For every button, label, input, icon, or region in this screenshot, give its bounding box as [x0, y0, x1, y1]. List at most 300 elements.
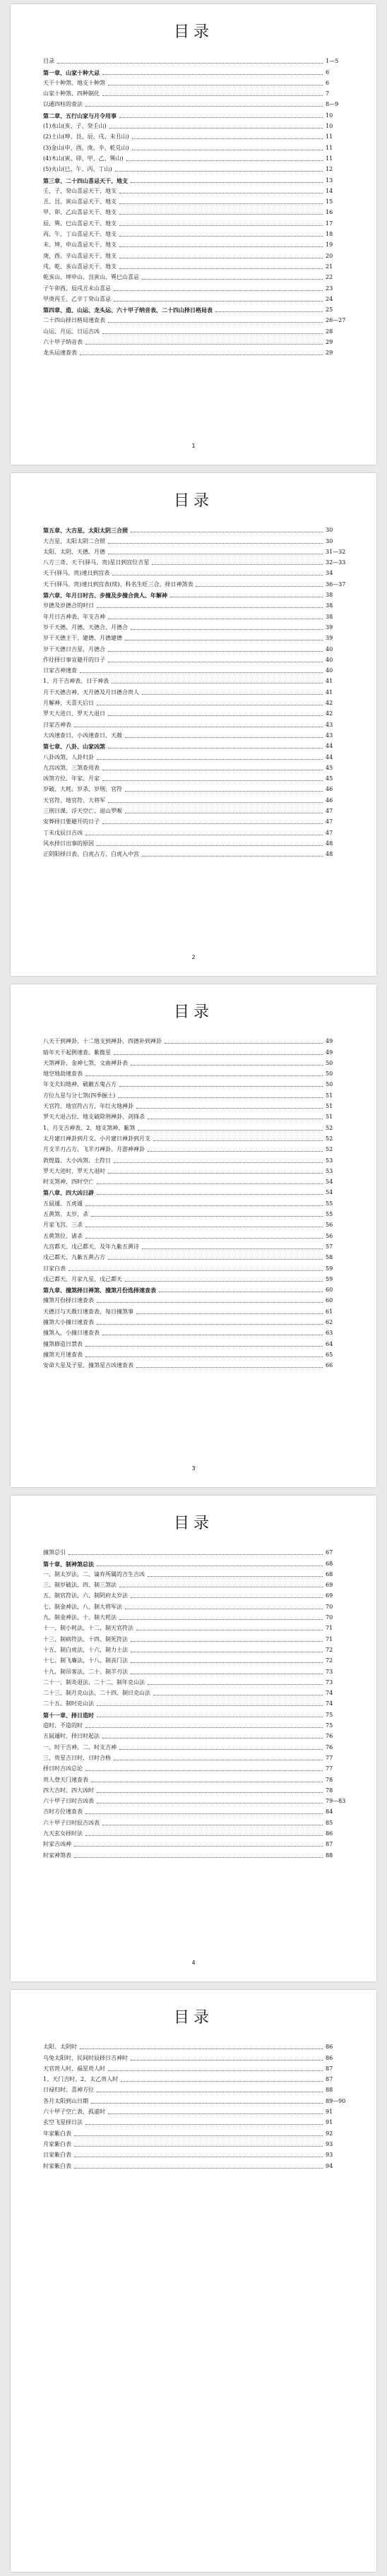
- toc-entry[interactable]: [43, 1762, 350, 1772]
- dot-leader: [125, 737, 323, 738]
- toc-entry[interactable]: [43, 1196, 350, 1207]
- dot-leader: [138, 1130, 323, 1131]
- chapter-heading-entry[interactable]: [43, 739, 350, 750]
- toc-entry[interactable]: [43, 1578, 350, 1589]
- toc-page-number: 11: [326, 155, 333, 162]
- toc-entry[interactable]: [43, 782, 350, 793]
- page-title: 目录: [173, 2009, 213, 2027]
- dot-leader: [142, 694, 323, 695]
- toc-page-number: 8—9: [326, 101, 339, 108]
- toc-entry[interactable]: [43, 1621, 350, 1632]
- toc-entry-title: 安葬择日要避开的日子: [43, 818, 100, 825]
- dot-leader: [142, 1248, 323, 1249]
- toc-entry[interactable]: [43, 825, 350, 836]
- toc-entry[interactable]: [43, 566, 350, 577]
- toc-entry[interactable]: [43, 717, 350, 728]
- toc-entry-title: 年家紫白表: [43, 2130, 71, 2137]
- toc-page-number: 23: [326, 285, 333, 292]
- toc-entry[interactable]: [43, 335, 350, 346]
- page-title: 目录: [173, 1003, 213, 1021]
- toc-page-number: 40: [326, 645, 333, 652]
- dot-leader: [121, 2081, 323, 2082]
- toc-page-number: 84: [326, 1808, 333, 1815]
- toc-entry[interactable]: [43, 1078, 350, 1088]
- toc-page-number: 86: [326, 2054, 333, 2061]
- toc-entry[interactable]: [43, 1121, 350, 1131]
- toc-page-number: 78: [326, 1787, 333, 1794]
- toc-entry[interactable]: [43, 1643, 350, 1654]
- toc-page-number: 43: [326, 732, 333, 739]
- toc-page-number: 39: [326, 624, 333, 631]
- chapter-heading-entry[interactable]: [43, 1707, 350, 1718]
- dot-leader: [114, 1054, 323, 1055]
- toc-page-number: 87: [326, 1841, 333, 1848]
- toc-entry[interactable]: [43, 707, 350, 717]
- toc-page-number: 29: [326, 339, 333, 346]
- toc-entry-title: 天干(驿马、贵)速日到宫表(续)、科名生旺三合、择日神煞表: [43, 580, 194, 588]
- chapter-heading-entry[interactable]: [43, 588, 350, 599]
- dot-leader: [108, 322, 323, 323]
- toc-entry[interactable]: [43, 729, 350, 739]
- dot-leader: [142, 279, 323, 280]
- toc-entry-title: 方位九星与分七煞(四季掘土): [43, 1092, 116, 1099]
- chapter-heading-entry[interactable]: [43, 65, 350, 76]
- toc-page-number: 93: [326, 2152, 333, 2159]
- toc-page-number: 62: [326, 1319, 333, 1326]
- toc-entry[interactable]: [43, 1676, 350, 1686]
- dot-leader: [97, 607, 323, 608]
- toc-entry-title: 撞煞总引: [43, 1549, 66, 1556]
- toc-page-number: 93: [326, 2140, 333, 2147]
- toc-page-number: 54: [326, 1179, 333, 1186]
- toc-entry-title: 戊己都天、月家九星、戊己都天: [43, 1275, 122, 1282]
- toc-page-number: 10: [326, 123, 333, 130]
- toc-page-number: 74: [326, 1690, 333, 1697]
- toc-page-number: 75: [326, 1711, 333, 1718]
- toc-page-number: 53: [326, 1167, 333, 1174]
- toc-entry[interactable]: [43, 1337, 350, 1347]
- toc-entry[interactable]: [43, 1110, 350, 1121]
- toc-entry-title: (1)水山(亥、子、癸壬山): [43, 123, 107, 130]
- toc-entry[interactable]: [43, 545, 350, 556]
- toc-entry[interactable]: [43, 1815, 350, 1826]
- toc-entry[interactable]: [43, 238, 350, 249]
- toc-page-number: 42: [326, 710, 333, 717]
- toc-entry[interactable]: [43, 54, 350, 65]
- dot-leader: [91, 2103, 323, 2104]
- dot-leader: [108, 651, 323, 652]
- toc-entry[interactable]: [43, 1784, 350, 1794]
- toc-entry[interactable]: [43, 609, 350, 620]
- toc-entry[interactable]: [43, 2094, 350, 2104]
- toc-entry[interactable]: [43, 685, 350, 696]
- toc-page-number: 51: [326, 1103, 333, 1110]
- toc-page-number: 18: [326, 231, 333, 238]
- toc-entry-title: 一、时干吉神、二、时支吉神: [43, 1743, 117, 1751]
- toc-entry[interactable]: [43, 1175, 350, 1186]
- dot-leader: [108, 543, 323, 544]
- toc-entry-title: 十五、制白虎法、十六、制力士法: [43, 1646, 128, 1653]
- dot-leader: [119, 1086, 323, 1087]
- chapter-heading-entry[interactable]: [43, 108, 350, 119]
- dot-leader: [85, 106, 323, 107]
- toc-entry[interactable]: [43, 1599, 350, 1610]
- toc-entry-title: 月支羊刃占方、飞羊刃禅卦、月游神禅卦: [43, 1146, 145, 1153]
- toc-entry[interactable]: [43, 1067, 350, 1078]
- toc-page-number: 91: [326, 2109, 333, 2116]
- toc-page-number: 28: [326, 328, 333, 335]
- toc-entry-title: 五黄煞位、诸杀: [43, 1232, 83, 1239]
- toc-page-number: 31—32: [326, 548, 346, 555]
- dot-leader: [119, 214, 323, 215]
- toc-entry[interactable]: [43, 1654, 350, 1664]
- toc-entry[interactable]: [43, 1359, 350, 1369]
- dot-leader: [97, 1302, 323, 1303]
- toc-entry-title: 一、制太岁法、二、谪弃所属的吉生吉凶: [43, 1570, 145, 1578]
- toc-page-number: 14: [326, 187, 333, 194]
- dot-leader: [85, 1727, 323, 1728]
- toc-page-1: [11, 4, 376, 465]
- toc-entry[interactable]: [43, 599, 350, 609]
- dot-leader: [69, 1270, 323, 1271]
- dot-leader: [115, 171, 323, 172]
- toc-entry-title: 天德日与天赦日速查表、每日撞煞事: [43, 1308, 133, 1315]
- toc-entry-title: 第四章、造、山运、龙头运、六十甲子纳音表、二十四山择日格局表: [43, 306, 213, 314]
- toc-entry-title: 大吉星、太阳太阴二合照: [43, 537, 105, 544]
- toc-entry[interactable]: [43, 1153, 350, 1164]
- toc-entry[interactable]: [43, 1218, 350, 1229]
- toc-entry-title: 三、贵星吉日时、日时合格: [43, 1754, 111, 1761]
- toc-page-number: 25: [326, 306, 333, 314]
- toc-entry[interactable]: [43, 1729, 350, 1740]
- toc-entry[interactable]: [43, 227, 350, 238]
- toc-page-number: 69: [326, 1582, 333, 1589]
- toc-entry[interactable]: [43, 674, 350, 685]
- toc-entry[interactable]: [43, 1251, 350, 1261]
- dot-leader: [97, 1792, 323, 1793]
- dot-leader: [85, 1835, 323, 1836]
- toc-entry[interactable]: [43, 292, 350, 303]
- toc-page-number: 40: [326, 656, 333, 663]
- toc-entry-title: 第九章、撞煞择日禅煞、撞煞月份选择速查表: [43, 1287, 156, 1294]
- toc-entry[interactable]: [43, 1229, 350, 1239]
- toc-entry[interactable]: [43, 184, 350, 195]
- toc-entry[interactable]: [43, 1045, 350, 1056]
- toc-entry[interactable]: [43, 76, 350, 87]
- toc-page-number: 51: [326, 1092, 333, 1099]
- toc-entry[interactable]: [43, 1751, 350, 1762]
- toc-page-number: 55: [326, 1200, 333, 1207]
- toc-entry[interactable]: [43, 2126, 350, 2137]
- toc-entry[interactable]: [43, 162, 350, 173]
- toc-entry[interactable]: [43, 1697, 350, 1707]
- toc-entry[interactable]: [43, 1827, 350, 1837]
- toc-entry[interactable]: [43, 1632, 350, 1642]
- dot-leader: [112, 575, 323, 576]
- toc-page-number: 47: [326, 808, 333, 815]
- toc-entry-title: 第七章、八卦、山家凶煞: [43, 743, 105, 751]
- toc-entry[interactable]: [43, 1034, 350, 1045]
- toc-entry[interactable]: [43, 2040, 350, 2051]
- toc-entry-title: 山运、月运、日运吉凶: [43, 328, 100, 335]
- toc-entry[interactable]: [43, 1294, 350, 1304]
- toc-entry[interactable]: [43, 621, 350, 631]
- toc-entry[interactable]: [43, 1611, 350, 1621]
- chapter-heading-entry[interactable]: [43, 1556, 350, 1567]
- toc-entry[interactable]: [43, 216, 350, 227]
- toc-entry[interactable]: [43, 1348, 350, 1359]
- toc-entry-title: 八方三奇、天干(驿马、贵)星日到宫位吉星: [43, 559, 150, 566]
- toc-page-number: 6: [326, 68, 330, 76]
- toc-page-number: 77: [326, 1754, 333, 1761]
- toc-page-number: 38: [326, 602, 333, 609]
- toc-entry[interactable]: [43, 815, 350, 825]
- dot-leader: [119, 268, 323, 269]
- toc-entry[interactable]: [43, 847, 350, 858]
- toc-entry[interactable]: [43, 2148, 350, 2159]
- toc-entry-title: 以通四柱的查法: [43, 101, 83, 108]
- toc-entry-title: 庚、酉、辛山喜忌天干、地支: [43, 252, 117, 259]
- toc-entry[interactable]: [43, 97, 350, 108]
- toc-entry-title: 山家十种煞、四种制化: [43, 90, 100, 97]
- toc-page-number: 19: [326, 242, 333, 249]
- dot-leader: [74, 1846, 323, 1847]
- toc-entry[interactable]: [43, 793, 350, 804]
- toc-page-number: 79—83: [326, 1798, 346, 1805]
- dot-leader: [152, 564, 323, 565]
- toc-page-number: 94: [326, 2162, 333, 2169]
- toc-page-number: 42: [326, 700, 333, 707]
- toc-entry[interactable]: [43, 260, 350, 270]
- toc-entry[interactable]: [43, 1164, 350, 1175]
- toc-entry-title: (2)土山(坤、艮、辰、戌、未丑山): [43, 133, 129, 141]
- toc-entry-title: 第一章、山家十种大忌: [43, 68, 100, 76]
- toc-entry[interactable]: [43, 1848, 350, 1859]
- toc-entry-title: (3)金山(申、酉、庚、辛、乾兑山): [43, 144, 129, 151]
- toc-entry[interactable]: [43, 2105, 350, 2116]
- dot-leader: [148, 1684, 323, 1685]
- toc-entry[interactable]: [43, 1794, 350, 1805]
- dot-leader: [97, 1705, 323, 1706]
- toc-entry[interactable]: [43, 130, 350, 141]
- dot-leader: [108, 802, 323, 803]
- toc-entry[interactable]: [43, 1304, 350, 1315]
- toc-entry[interactable]: [43, 141, 350, 151]
- toc-page-number: 12: [326, 166, 333, 173]
- toc-entry[interactable]: [43, 837, 350, 847]
- dot-leader: [85, 2124, 323, 2125]
- toc-page-number: 51: [326, 1114, 333, 1121]
- toc-entry[interactable]: [43, 152, 350, 162]
- toc-entry[interactable]: [43, 314, 350, 324]
- toc-list: [11, 1546, 376, 1859]
- toc-entry[interactable]: [43, 534, 350, 544]
- toc-entry[interactable]: [43, 2051, 350, 2061]
- toc-entry-title: 时家吉凶神: [43, 1841, 71, 1848]
- toc-entry[interactable]: [43, 270, 350, 281]
- toc-entry[interactable]: [43, 2083, 350, 2094]
- toc-entry-title: 未、坤、申山喜忌天干、地支: [43, 242, 117, 249]
- chapter-heading-entry[interactable]: [43, 523, 350, 534]
- toc-entry[interactable]: [43, 804, 350, 815]
- chapter-heading-entry[interactable]: [43, 1186, 350, 1196]
- toc-entry[interactable]: [43, 324, 350, 335]
- toc-page-number: 89—90: [326, 2097, 346, 2104]
- toc-entry-title: 辰、巽、巳山喜忌天干、地支: [43, 220, 117, 227]
- toc-page-number: 29: [326, 350, 333, 357]
- toc-entry[interactable]: [43, 1837, 350, 1848]
- toc-entry[interactable]: [43, 1589, 350, 1599]
- toc-entry[interactable]: [43, 1240, 350, 1251]
- toc-entry[interactable]: [43, 1208, 350, 1218]
- toc-page-number: 52: [326, 1124, 333, 1131]
- toc-entry-title: 吉时方位速查表: [43, 1808, 83, 1815]
- toc-page-number: 67: [326, 1549, 333, 1556]
- toc-entry-title: 撞煞天月速查表: [43, 1351, 83, 1358]
- toc-page-number: 48: [326, 840, 333, 847]
- toc-entry-title: 岁干天德主干、建德、月德建德: [43, 635, 122, 642]
- toc-entry[interactable]: [43, 281, 350, 292]
- toc-entry[interactable]: [43, 1772, 350, 1783]
- toc-page-number: 65: [326, 1351, 333, 1358]
- toc-page-number: 71: [326, 1625, 333, 1632]
- toc-page-number: 52: [326, 1146, 333, 1153]
- toc-entry[interactable]: [43, 1686, 350, 1697]
- dot-leader: [165, 1043, 323, 1044]
- toc-entry[interactable]: [43, 642, 350, 652]
- toc-entry[interactable]: [43, 1719, 350, 1729]
- toc-page-number: 50: [326, 1059, 333, 1066]
- toc-entry-title: 戌、乾、亥山喜忌天干、地支: [43, 263, 117, 270]
- toc-page-number: 30: [326, 527, 333, 534]
- toc-entry-title: 岁干天德、月德、天德合、月德合: [43, 624, 128, 631]
- toc-entry-title: 岁德及岁德合的时日: [43, 602, 94, 609]
- toc-entry[interactable]: [43, 2137, 350, 2148]
- toc-page-4: [11, 1496, 376, 1981]
- dot-leader: [102, 823, 323, 824]
- toc-entry[interactable]: [43, 696, 350, 707]
- toc-entry[interactable]: [43, 205, 350, 216]
- dot-leader: [196, 586, 323, 587]
- toc-list: [11, 1034, 376, 1369]
- toc-entry-title: 七、制金神法、八、制大将军法: [43, 1603, 122, 1610]
- toc-entry[interactable]: [43, 1272, 350, 1283]
- toc-entry[interactable]: [43, 2159, 350, 2169]
- toc-page-number: 44: [326, 743, 333, 750]
- page-number: 4: [191, 1960, 196, 1966]
- chapter-heading-entry[interactable]: [43, 303, 350, 314]
- toc-entry[interactable]: [43, 772, 350, 782]
- dot-leader: [57, 63, 323, 64]
- toc-page-number: 7: [326, 90, 330, 97]
- toc-page-number: 88: [326, 2087, 333, 2094]
- toc-page-number: 47: [326, 829, 333, 836]
- toc-page-number: 68: [326, 1570, 333, 1578]
- dot-leader: [109, 128, 323, 129]
- toc-page-number: 87: [326, 2065, 333, 2072]
- dot-leader: [142, 856, 323, 857]
- toc-entry[interactable]: [43, 1143, 350, 1153]
- toc-page-number: 57: [326, 1243, 333, 1250]
- toc-page-number: 77: [326, 1765, 333, 1772]
- toc-entry[interactable]: [43, 249, 350, 259]
- toc-entry-title: 择日时吉凶总论: [43, 1765, 83, 1772]
- toc-entry[interactable]: [43, 1664, 350, 1675]
- dot-leader: [85, 344, 323, 345]
- toc-entry[interactable]: [43, 631, 350, 642]
- toc-entry-title: 正阴阳择日表、白虎占方、白虎入中宫: [43, 851, 139, 858]
- dot-leader: [85, 1770, 323, 1771]
- toc-entry[interactable]: [43, 87, 350, 97]
- toc-entry[interactable]: [43, 1056, 350, 1067]
- toc-entry[interactable]: [43, 2062, 350, 2073]
- dot-leader: [114, 301, 323, 302]
- toc-entry[interactable]: [43, 1568, 350, 1578]
- dot-leader: [108, 2070, 323, 2071]
- toc-entry[interactable]: [43, 577, 350, 588]
- toc-entry[interactable]: [43, 653, 350, 664]
- toc-entry[interactable]: [43, 346, 350, 357]
- toc-entry[interactable]: [43, 1740, 350, 1751]
- toc-entry[interactable]: [43, 195, 350, 205]
- toc-page-number: 64: [326, 1340, 333, 1347]
- toc-entry[interactable]: [43, 1316, 350, 1326]
- toc-entry[interactable]: [43, 2116, 350, 2126]
- dot-leader: [102, 333, 323, 334]
- toc-entry[interactable]: [43, 1546, 350, 1556]
- dot-leader: [97, 845, 323, 846]
- chapter-heading-entry[interactable]: [43, 1283, 350, 1294]
- chapter-heading-entry[interactable]: [43, 173, 350, 184]
- toc-entry[interactable]: [43, 1088, 350, 1099]
- dot-leader: [118, 1097, 323, 1098]
- toc-entry[interactable]: [43, 1132, 350, 1143]
- toc-entry[interactable]: [43, 2073, 350, 2083]
- toc-entry[interactable]: [43, 1099, 350, 1110]
- toc-entry-title: 日禄归时、喜神方位: [43, 2087, 94, 2094]
- toc-entry[interactable]: [43, 556, 350, 566]
- toc-entry[interactable]: [43, 119, 350, 130]
- dot-leader: [148, 1151, 323, 1152]
- toc-entry-title: 撞煞修造日禁表: [43, 1340, 83, 1347]
- toc-entry[interactable]: [43, 761, 350, 772]
- toc-entry[interactable]: [43, 1805, 350, 1815]
- toc-page-number: 49: [326, 1038, 333, 1045]
- toc-entry[interactable]: [43, 1326, 350, 1337]
- toc-entry-title: 作灶择日事宜避开的日子: [43, 656, 105, 663]
- dot-leader: [136, 1367, 323, 1368]
- toc-entry-title: 丑、艮、寅山喜忌天干、地支: [43, 198, 117, 205]
- toc-entry[interactable]: [43, 750, 350, 761]
- toc-entry-title: 第八章、四大凶日辟: [43, 1189, 94, 1197]
- toc-entry-title: 龙头运速查表: [43, 350, 77, 357]
- toc-entry-title: 九宫凶煞、三煞查用表: [43, 764, 100, 771]
- toc-page-number: 72: [326, 1657, 333, 1664]
- toc-entry-title: 四大吉时、四大凶时: [43, 1787, 94, 1794]
- dot-leader: [119, 1749, 323, 1750]
- toc-page-number: 75: [326, 1722, 333, 1729]
- dot-leader: [108, 748, 323, 749]
- toc-entry[interactable]: [43, 664, 350, 674]
- dot-leader: [85, 1356, 323, 1357]
- toc-entry-title: 撞煞月份择日速查表: [43, 1297, 94, 1304]
- toc-page-number: 61: [326, 1308, 333, 1315]
- toc-page-number: 70: [326, 1614, 333, 1621]
- toc-entry-title: 罗天大退占位、地支破除刑禅卦、剑锋杀: [43, 1114, 145, 1121]
- toc-entry[interactable]: [43, 1261, 350, 1272]
- toc-page-number: 55: [326, 1211, 333, 1218]
- toc-page-number: 56: [326, 1232, 333, 1239]
